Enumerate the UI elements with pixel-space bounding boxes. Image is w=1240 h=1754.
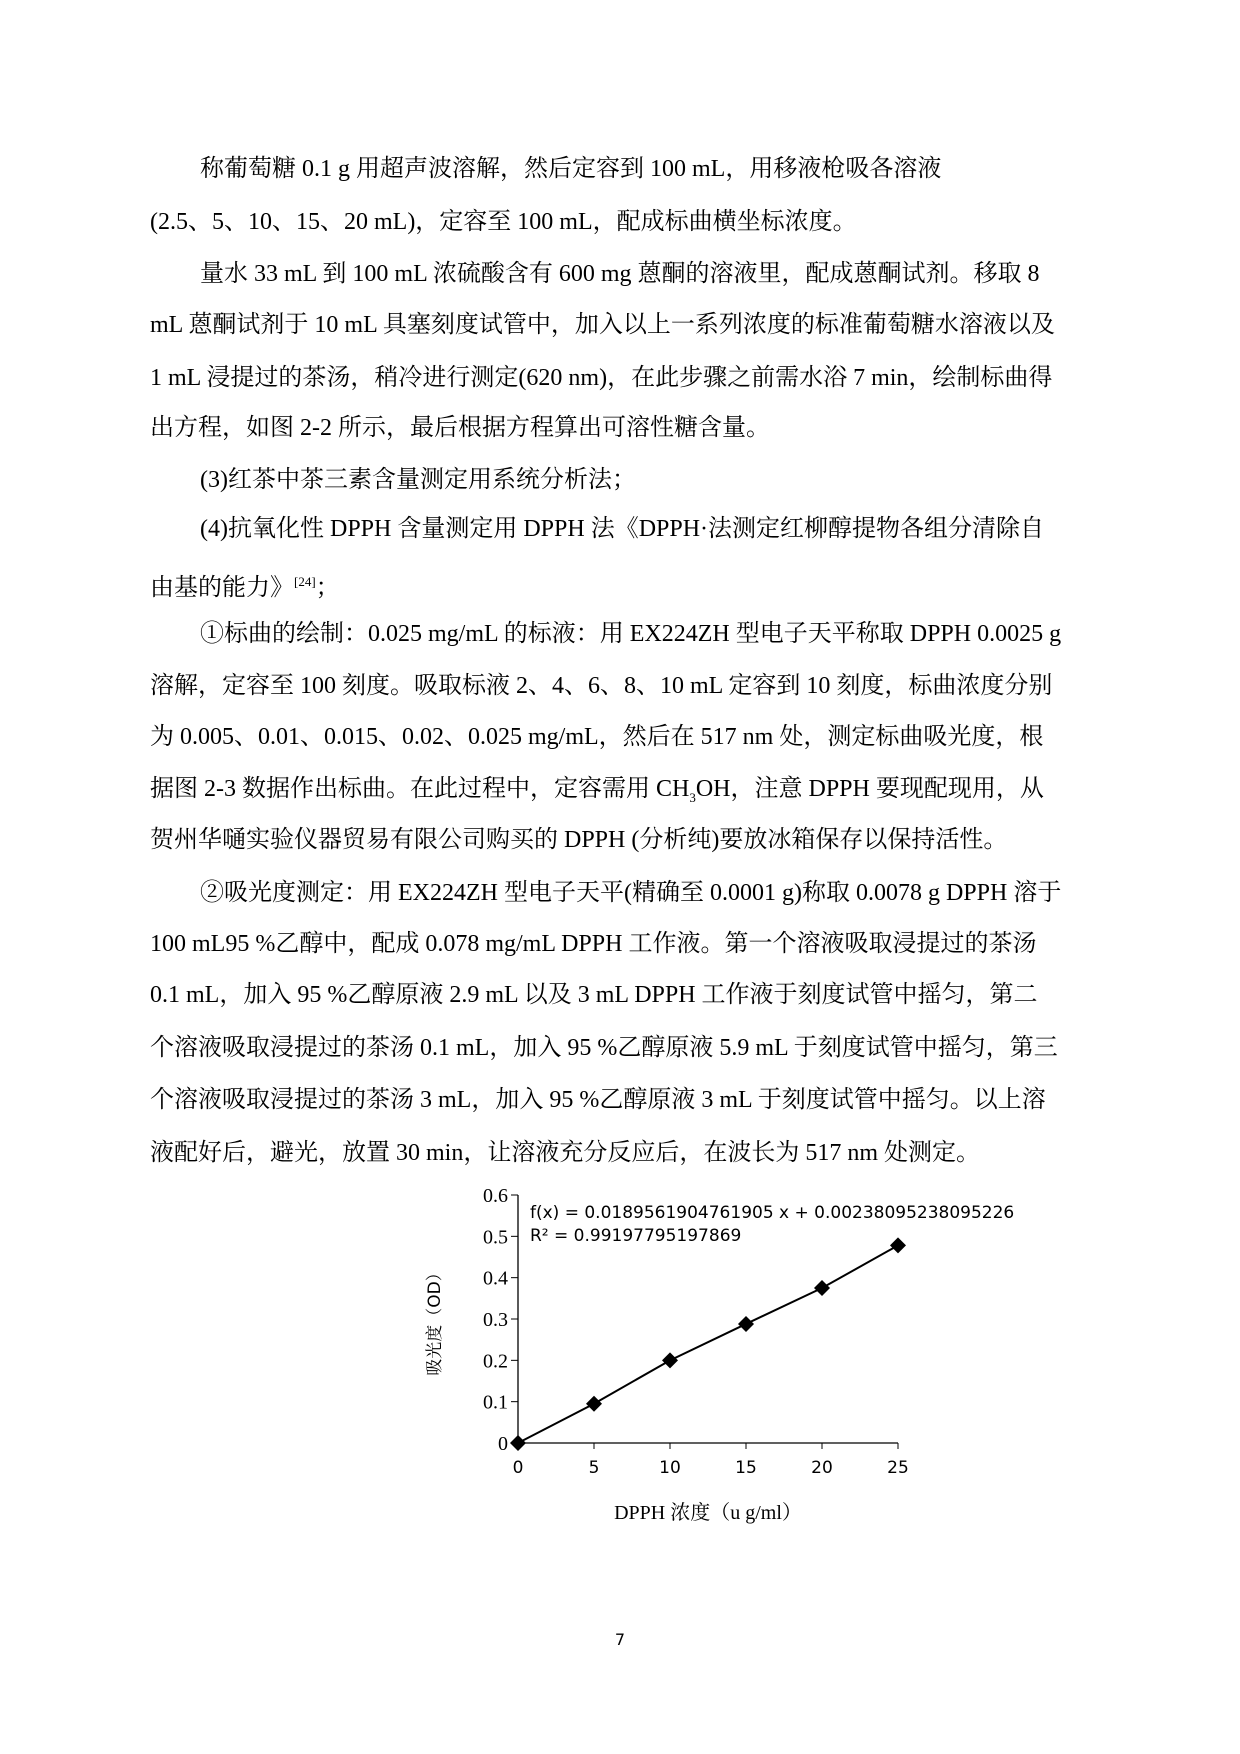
x-tick-label: 10 (659, 1458, 681, 1478)
y-tick-label: 0 (498, 1433, 508, 1455)
text-line-content: 1 mL 浸提过的茶汤，稍冷进行测定(620 nm)，在此步骤之前需水浴 7 min，绘制标曲得 (150, 365, 1053, 391)
y-tick-label: 0.3 (483, 1309, 508, 1331)
y-tick-label: 0.5 (483, 1226, 508, 1249)
text-line-content: 出方程，如图 2-2 所示，最后根据方程算出可溶性糖含量。 (150, 415, 770, 441)
text-line-content: 个溶液吸取浸提过的茶汤 0.1 mL，加入 95 %乙醇原液 5.9 mL 于刻度试管中摇匀，第三 (150, 1035, 1058, 1061)
data-point-diamond (814, 1280, 830, 1296)
series-line (518, 1245, 898, 1443)
text-line-content: 贺州华嗵实验仪器贸易有限公司购买的 DPPH (分析纯)要放冰箱保存以保持活性。 (150, 827, 1008, 853)
x-tick-label: 15 (735, 1458, 757, 1478)
page-number: 7 (614, 1630, 626, 1649)
y-axis-label: 吸光度（OD） (425, 1264, 445, 1376)
x-tick-label: 20 (811, 1458, 833, 1478)
text-line-content: ①标曲的绘制：0.025 mg/mL 的标液：用 EX224ZH 型电子天平称取 DPPH 0.0025 g (200, 621, 1062, 647)
data-point-diamond (586, 1396, 602, 1412)
text-line-content: 个溶液吸取浸提过的茶汤 3 mL，加入 95 %乙醇原液 3 mL 于刻度试管中摇匀。以上溶 (150, 1087, 1046, 1113)
text-line-content: (4)抗氧化性 DPPH 含量测定用 DPPH 法《DPPH·法测定红柳醇提物各组分清除自 (200, 516, 1045, 542)
regression-equation: f(x) = 0.0189561904761905 x + 0.00238095238095226 (530, 1203, 1015, 1223)
text-line-content: 100 mL95 %乙醇中，配成 0.078 mg/mL DPPH 工作液。第一个溶液吸取浸提过的茶汤 (150, 931, 1037, 957)
data-point-diamond (890, 1237, 906, 1253)
y-tick-label: 0.4 (483, 1267, 508, 1290)
subscript: 3 (689, 789, 696, 805)
text-line-tail: OH，注意 DPPH 要现配现用，从 (695, 776, 1044, 802)
data-point-diamond (510, 1435, 526, 1451)
x-tick-label: 5 (588, 1458, 600, 1478)
text-line-content: mL 蒽酮试剂于 10 mL 具塞刻度试管中，加入以上一系列浓度的标准葡萄糖水溶液以及 (150, 312, 1055, 338)
x-tick-label: 25 (887, 1458, 909, 1478)
text-line-content: 溶解，定容至 100 刻度。吸取标液 2、4、6、8、10 mL 定容到 10 刻度，标曲浓度分别 (150, 673, 1053, 699)
text-line-content: (2.5、5、10、15、20 mL)，定容至 100 mL，配成标曲横坐标浓度。 (150, 209, 857, 235)
x-axis-label: DPPH 浓度（u g/ml） (614, 1502, 802, 1524)
data-point-diamond (662, 1352, 678, 1368)
text-line-content: 称葡萄糖 0.1 g 用超声波溶解，然后定容到 100 mL，用移液枪吸各溶液 (200, 156, 942, 182)
text-line-content: 由基的能力》 (150, 575, 294, 601)
x-tick-label: 0 (512, 1458, 524, 1478)
text-line-content: ②吸光度测定：用 EX224ZH 型电子天平(精确至 0.0001 g)称取 0.0078 g DPPH 溶于 (200, 880, 1062, 906)
data-point-diamond (738, 1316, 754, 1332)
text-line-tail: ； (315, 575, 340, 601)
text-line-content: 液配好后，避光，放置 30 min，让溶液充分反应后，在波长为 517 nm 处测定。 (150, 1140, 981, 1166)
citation-superscript: [24] (294, 574, 316, 589)
y-tick-label: 0.1 (483, 1391, 508, 1414)
y-tick-label: 0.2 (483, 1350, 508, 1373)
r-squared: R² = 0.99197795197869 (530, 1226, 742, 1246)
text-line-content: (3)红茶中茶三素含量测定用系统分析法； (200, 467, 636, 493)
text-line-content: 0.1 mL，加入 95 %乙醇原液 2.9 mL 以及 3 mL DPPH 工作液于刻度试管中摇匀，第二 (150, 982, 1038, 1008)
text-line-content: 据图 2-3 数据作出标曲。在此过程中，定容需用 CH (150, 776, 690, 802)
text-line-content: 为 0.005、0.01、0.015、0.02、0.025 mg/mL，然后在 517 nm 处，测定标曲吸光度，根 (150, 724, 1044, 750)
text-line-content: 量水 33 mL 到 100 mL 浓硫酸含有 600 mg 蒽酮的溶液里，配成蒽酮试剂。移取 8 (200, 261, 1040, 287)
y-tick-label: 0.6 (483, 1185, 508, 1207)
